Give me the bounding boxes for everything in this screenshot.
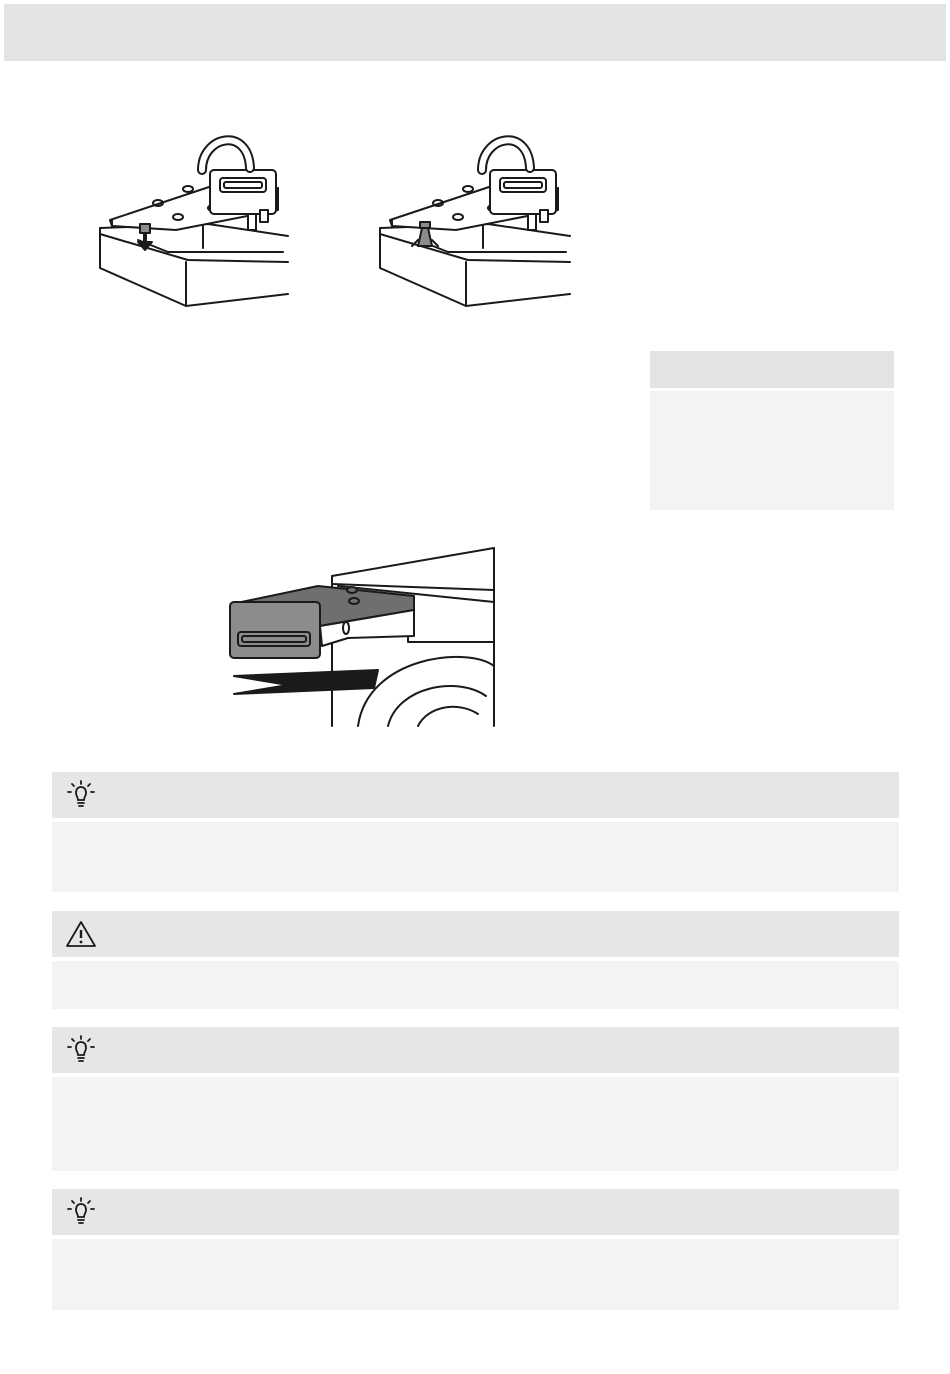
lightbulb-icon [65,1196,97,1228]
tip-note-2-header [52,1027,899,1073]
tip-note-1-body [52,822,899,892]
warning-note-body [52,961,899,1009]
side-box-body [650,391,894,510]
figure-bracket-step-1 [98,128,293,310]
side-box-header [650,351,894,388]
tip-note-1-header [52,772,899,818]
figure-bracket-step-3 [228,546,498,728]
lightbulb-icon [65,1034,97,1066]
page-header-bar [4,4,946,61]
tip-note-2-body [52,1077,899,1171]
tip-note-3-body [52,1239,899,1310]
tip-note-3-header [52,1189,899,1235]
warning-triangle-icon [65,918,97,950]
lightbulb-icon [65,779,97,811]
figure-bracket-step-2 [378,128,575,310]
warning-note-header [52,911,899,957]
